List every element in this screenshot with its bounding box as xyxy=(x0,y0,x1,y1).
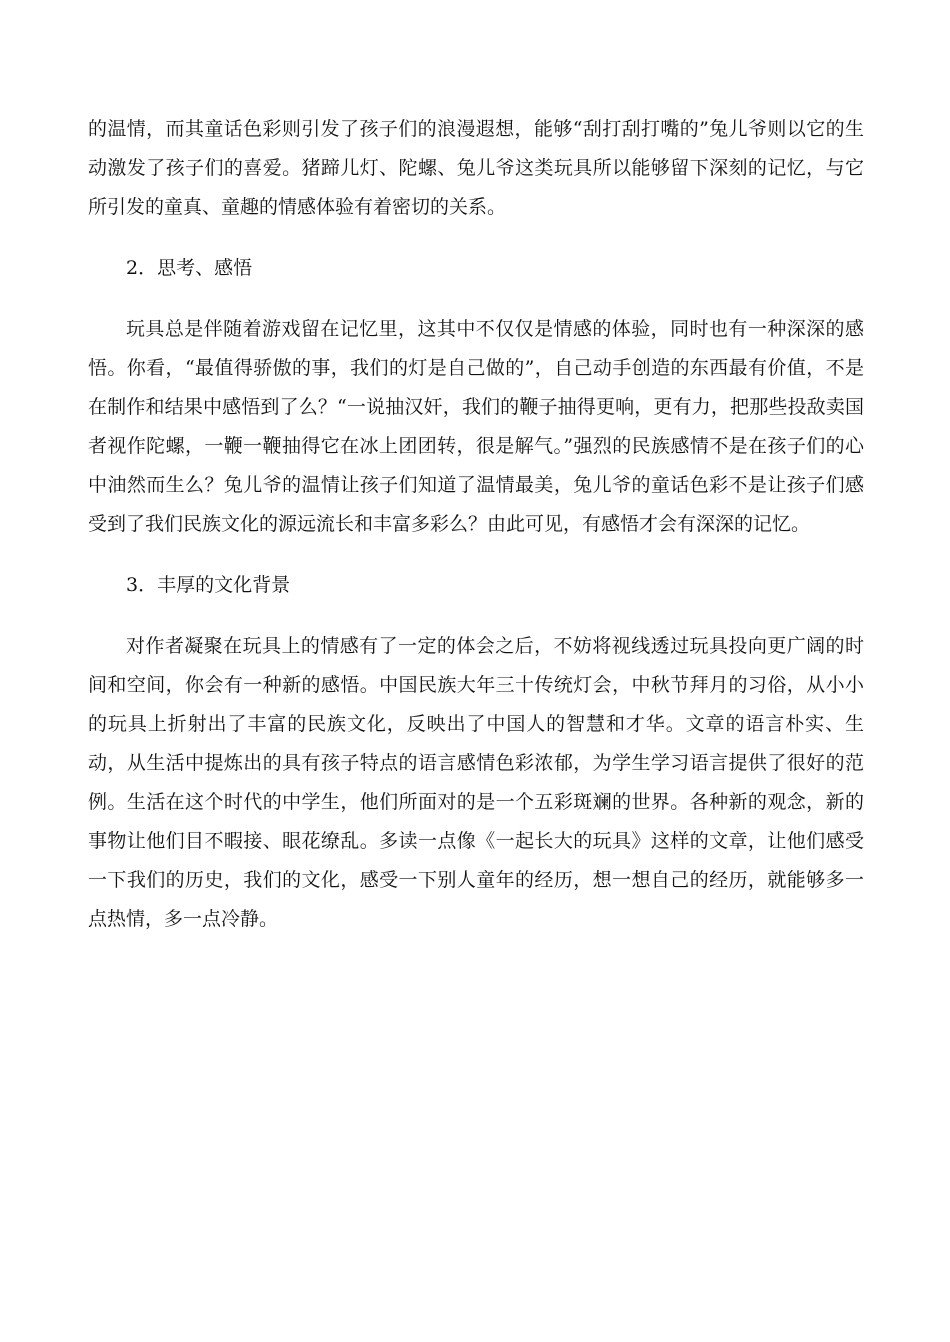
paragraph-3: 对作者凝聚在玩具上的情感有了一定的体会之后，不妨将视线透过玩具投向更广阔的时间和空间，你会有一种新的感悟。中国民族大年三十传统灯会，中秋节拜月的习俗，从小小的玩具上折射出了丰富的民族文化，反映出了中国人的智慧和才华。文章的语言朴实、生动，从生活中提炼出的具有孩子特点的语言感情色彩浓郁，为学生学习语言提供了很好的范例。生活在这个时代的中学生，他们所面对的是一个五彩斑斓的世界。各种新的观念，新的事物让他们目不暇接、眼花缭乱。多读一点像《一起长大的玩具》这样的文章，让他们感受一下我们的历史，我们的文化，感受一下别人童年的经历，想一想自己的经历，就能够多一点热情，多一点冷静。 xyxy=(88,635,864,930)
document-page xyxy=(88,110,864,961)
paragraph-1: 的温情，而其童话色彩则引发了孩子们的浪漫遐想，能够“刮打刮打嘴的”兔儿爷则以它的生动激发了孩子们的喜爱。猪蹄儿灯、陀螺、兔儿爷这类玩具所以能够留下深刻的记忆，与它所引发的童真、童趣的情感体验有着密切的关系。 xyxy=(88,118,864,218)
paragraph-2: 玩具总是伴随着游戏留在记忆里，这其中不仅仅是情感的体验，同时也有一种深深的感悟。你看，“最值得骄傲的事，我们的灯是自己做的”，自己动手创造的东西最有价值，不是在制作和结果中感悟到了么？“一说抽汉奸，我们的鞭子抽得更响，更有力，把那些投敌卖国者视作陀螺，一鞭一鞭抽得它在冰上团团转，很是解气。”强烈的民族感情不是在孩子们的心中油然而生么？兔儿爷的温情让孩子们知道了温情最美，兔儿爷的童话色彩不是让孩子们感受到了我们民族文化的源远流长和丰富多彩么？由此可见，有感悟才会有深深的记忆。 xyxy=(88,318,864,535)
section-heading-2: 2．思考、感悟 xyxy=(126,257,253,279)
section-heading-3: 3．丰厚的文化背景 xyxy=(126,574,291,596)
